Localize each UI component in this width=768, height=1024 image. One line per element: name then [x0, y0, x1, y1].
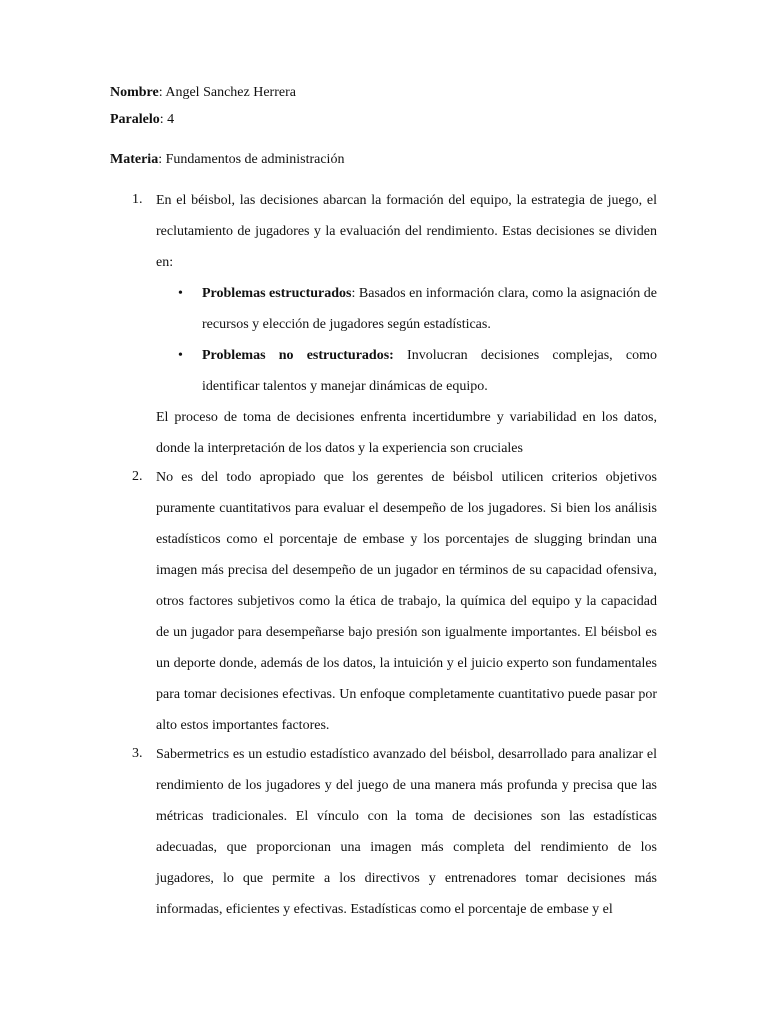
bullet-dot-icon: •	[178, 348, 183, 363]
item-body: Sabermetrics es un estudio estadístico avanzado del béisbol, desarrollado para analizar el rendimiento de los jugadores y del juego de una manera más profunda y precisa que las métricas tradicionales. El vínculo con la toma de decisiones son las estadísticas adecuadas, que proporcionan una imagen más completa del rendimiento de los jugadores, lo que permite a los directivos y entrenadores tomar decisiones más informadas, eficientes y efectivas. Estadísticas como el porcentaje de embase y el	[156, 747, 657, 917]
name-value: : Angel Sanchez Herrera	[158, 85, 296, 100]
item-intro: En el béisbol, las decisiones abarcan la formación del equipo, la estrategia de juego, el reclutamiento de jugadores y la evaluación del rendimiento. Estas decisiones se dividen en:	[156, 193, 657, 270]
item-number: 3.	[132, 746, 143, 761]
bullet-unstructured	[156, 340, 657, 402]
subject-line	[110, 152, 344, 168]
name-label: Nombre	[110, 85, 159, 100]
bullet-dot-icon: •	[178, 286, 183, 301]
parallel-label: Paralelo	[110, 112, 160, 127]
subject-label: Materia	[110, 152, 159, 167]
student-name-line	[110, 85, 296, 101]
subject-value: : Fundamentos de administración	[158, 152, 345, 167]
bullet-structured	[156, 278, 657, 340]
parallel-value: : 4	[159, 112, 175, 127]
item-number: 2.	[132, 469, 143, 484]
bullet-term: Problemas no estructurados:	[202, 348, 394, 363]
bullet-text: : Basados en información clara, como la asignación de recursos y elección de jugadores según estadísticas.	[202, 286, 658, 332]
parallel-line	[110, 112, 174, 128]
item-body: No es del todo apropiado que los gerentes de béisbol utilicen criterios objetivos puramente cuantitativos para evaluar el desempeño de los jugadores. Si bien los análisis estadísticos como el porcentaje de embase y los porcentajes de slugging brindan una imagen más precisa del desempeño de un jugador en términos de su capacidad ofensiva, otros factores subjetivos como la ética de trabajo, la química del equipo y la capacidad de un jugador para desempeñarse bajo presión son igualmente importantes. El béisbol es un deporte donde, además de los datos, la intuición y el juicio experto son fundamentales para tomar decisiones efectivas. Un enfoque completamente cuantitativo puede pasar por alto estos importantes factores.	[156, 470, 657, 733]
item-body	[156, 185, 657, 464]
bullet-term: Problemas estructurados	[202, 286, 352, 301]
bullet-list	[156, 278, 657, 402]
item-closing: El proceso de toma de decisiones enfrenta incertidumbre y variabilidad en los datos, donde la interpretación de los datos y la experiencia son cruciales	[156, 410, 657, 456]
item-number: 1.	[132, 192, 143, 207]
bullet-text: Involucran decisiones complejas, como identificar talentos y manejar dinámicas de equipo.	[202, 348, 657, 394]
